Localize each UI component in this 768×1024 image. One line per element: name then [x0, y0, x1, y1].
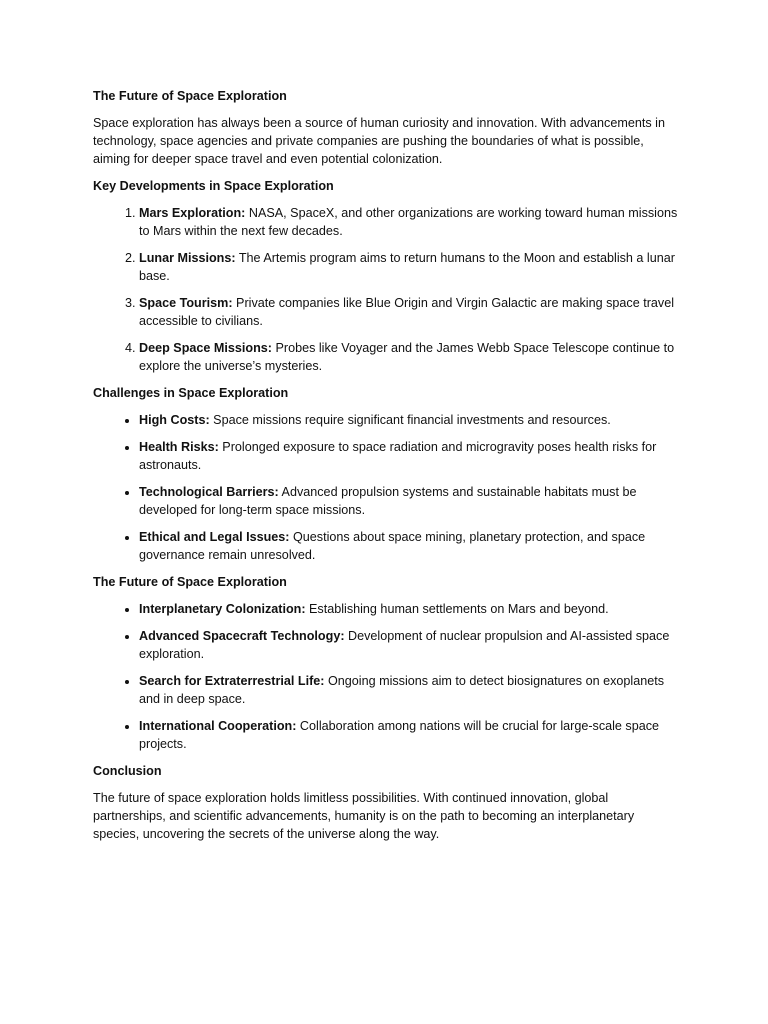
list-item-term: Technological Barriers: [139, 485, 279, 499]
list-item-text: Questions about space mining, planetary protection, and space governance remain unresolved. [139, 530, 646, 562]
list-item [139, 627, 678, 663]
list-item [139, 600, 678, 618]
list-item-term: Space Tourism: [139, 296, 233, 310]
conclusion-paragraph: The future of space exploration holds limitless possibilities. With continued innovation, global partnerships, and scientific advancements, humanity is on the path to becoming an interplanetary species, uncovering the secrets of the universe along the way. [93, 791, 635, 841]
list-item-term: Deep Space Missions: [139, 341, 272, 355]
list-item [139, 339, 678, 375]
developments-list [93, 204, 678, 375]
conclusion-heading: Conclusion [93, 764, 162, 778]
list-item-text: The Artemis program aims to return humans to the Moon and establish a lunar base. [139, 251, 675, 283]
list-item [139, 672, 678, 708]
list-item-term: High Costs: [139, 413, 210, 427]
list-item-text: Establishing human settlements on Mars and beyond. [305, 602, 609, 616]
list-item [139, 717, 678, 753]
challenges-list [93, 411, 678, 564]
list-item-text: NASA, SpaceX, and other organizations are working toward human missions to Mars within the next few decades. [139, 206, 678, 238]
list-item-term: Lunar Missions: [139, 251, 236, 265]
list-item-text: Development of nuclear propulsion and AI-assisted space exploration. [139, 629, 670, 661]
list-item [139, 411, 678, 429]
future-list [93, 600, 678, 753]
document-title: The Future of Space Exploration [93, 89, 287, 103]
developments-heading: Key Developments in Space Exploration [93, 179, 334, 193]
list-item-term: Ethical and Legal Issues: [139, 530, 290, 544]
list-item-term: Advanced Spacecraft Technology: [139, 629, 345, 643]
list-item-text: Probes like Voyager and the James Webb Space Telescope continue to explore the universe’s mysteries. [139, 341, 675, 373]
list-item-text: Advanced propulsion systems and sustainable habitats must be developed for long-term space missions. [139, 485, 637, 517]
list-item-text: Prolonged exposure to space radiation and microgravity poses health risks for astronauts. [139, 440, 657, 472]
list-item [139, 294, 678, 330]
list-item-term: Mars Exploration: [139, 206, 246, 220]
list-item-term: Interplanetary Colonization: [139, 602, 306, 616]
list-item-text: Ongoing missions aim to detect biosignatures on exoplanets and in deep space. [139, 674, 665, 706]
list-item-term: International Cooperation: [139, 719, 297, 733]
list-item-term: Health Risks: [139, 440, 219, 454]
future-heading: The Future of Space Exploration [93, 575, 287, 589]
list-item [139, 438, 678, 474]
list-item [139, 528, 678, 564]
list-item-text: Private companies like Blue Origin and Virgin Galactic are making space travel accessible to civilians. [139, 296, 675, 328]
challenges-heading: Challenges in Space Exploration [93, 386, 289, 400]
list-item-term: Search for Extraterrestrial Life: [139, 674, 325, 688]
document-page [93, 87, 678, 852]
intro-paragraph: Space exploration has always been a source of human curiosity and innovation. With advancements in technology, space agencies and private companies are pushing the boundaries of what is possible, aiming for deeper space travel and even potential colonization. [93, 116, 665, 166]
list-item [139, 483, 678, 519]
list-item-text: Space missions require significant financial investments and resources. [209, 413, 611, 427]
list-item-text: Collaboration among nations will be crucial for large-scale space projects. [139, 719, 660, 751]
list-item [139, 204, 678, 240]
list-item [139, 249, 678, 285]
